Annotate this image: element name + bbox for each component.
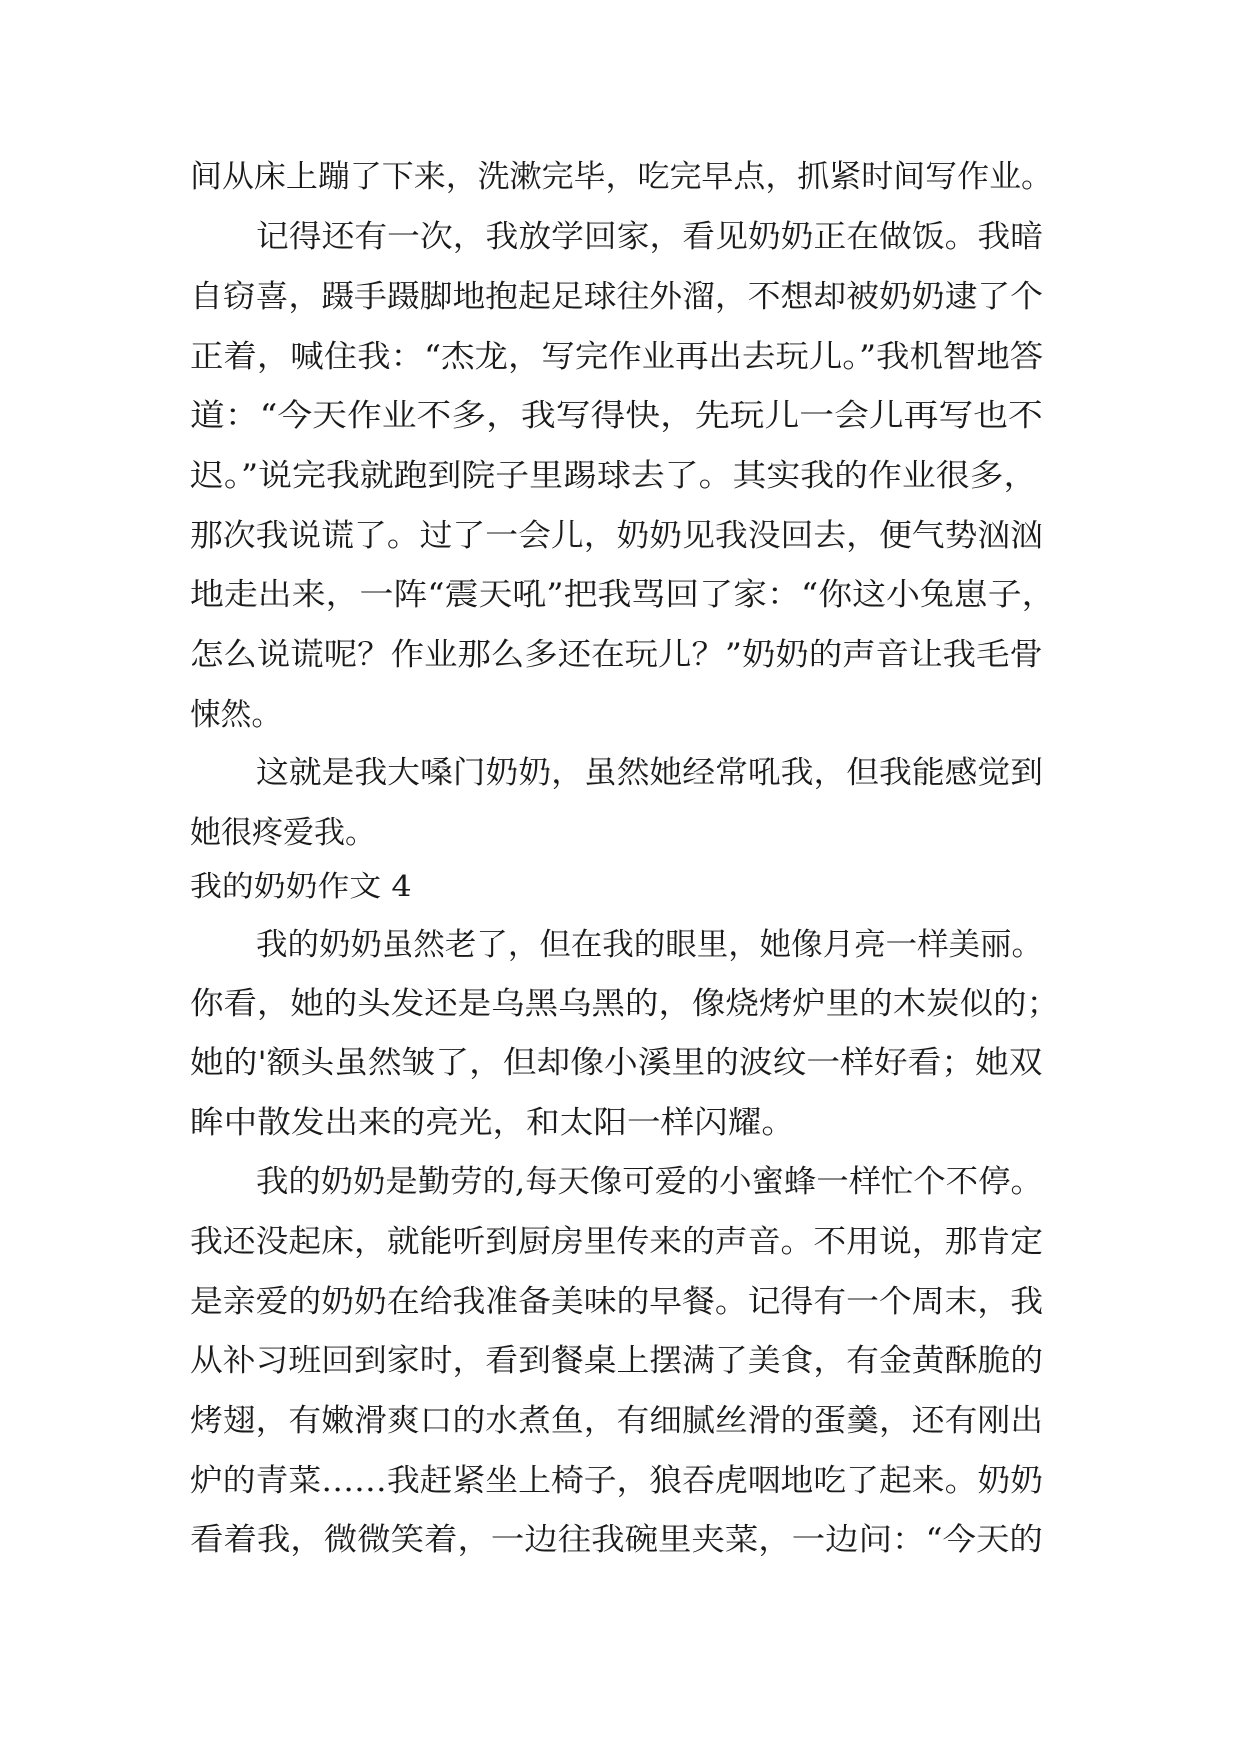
- text-line: 自窃喜，蹑手蹑脚地抱起足球往外溜，不想却被奶奶逮了个: [190, 279, 1043, 315]
- text-line: 我还没起床，就能听到厨房里传来的声音。不用说，那肯定: [190, 1224, 1043, 1260]
- text-line: 迟。”说完我就跑到院子里踢球去了。其实我的作业很多，: [190, 458, 1038, 494]
- text-line: 正着，喊住我：“杰龙，写完作业再出去玩儿。”我机智地答: [190, 339, 1044, 375]
- text-line: 她很疼爱我。: [190, 815, 376, 851]
- text-line: 她的'额头虽然皱了，但却像小溪里的波纹一样好看；她双: [190, 1045, 1043, 1081]
- text-line: 看着我，微微笑着，一边往我碗里夹菜，一边问：“今天的: [190, 1522, 1043, 1558]
- text-line: 这就是我大嗓门奶奶，虽然她经常吼我，但我能感觉到: [256, 755, 1043, 791]
- text-line: 是亲爱的奶奶在给我准备美味的早餐。记得有一个周末，我: [190, 1284, 1043, 1320]
- text-line: 悚然。: [190, 697, 282, 733]
- text-line: 我的奶奶是勤劳的,每天像可爱的小蜜蜂一样忙个不停。: [256, 1164, 1043, 1200]
- text-line: 间从床上蹦了下来，洗漱完毕，吃完早点，抓紧时间写作业。: [190, 159, 1053, 195]
- text-line: 从补习班回到家时，看到餐桌上摆满了美食，有金黄酥脆的: [190, 1343, 1043, 1379]
- text-line: 我的奶奶虽然老了，但在我的眼里，她像月亮一样美丽。: [256, 927, 1043, 963]
- text-line: 眸中散发出来的亮光，和太阳一样闪耀。: [190, 1105, 795, 1141]
- text-line: 怎么说谎呢？作业那么多还在玩儿？”奶奶的声音让我毛骨: [190, 637, 1043, 673]
- text-line: 炉的青菜……我赶紧坐上椅子，狼吞虎咽地吃了起来。奶奶: [190, 1463, 1043, 1499]
- text-line: 道：“今天作业不多，我写得快，先玩儿一会儿再写也不: [190, 398, 1043, 434]
- text-line: 地走出来，一阵“震天吼”把我骂回了家：“你这小兔崽子，: [190, 577, 1056, 613]
- section-heading: 我的奶奶作文 4: [190, 869, 412, 903]
- text-line: 烤翅，有嫩滑爽口的水煮鱼，有细腻丝滑的蛋羹，还有刚出: [190, 1403, 1043, 1439]
- text-line: 那次我说谎了。过了一会儿，奶奶见我没回去，便气势汹汹: [190, 518, 1043, 554]
- text-line: 你看，她的头发还是乌黑乌黑的，像烧烤炉里的木炭似的；: [190, 986, 1060, 1022]
- text-line: 记得还有一次，我放学回家，看见奶奶正在做饭。我暗: [256, 219, 1043, 255]
